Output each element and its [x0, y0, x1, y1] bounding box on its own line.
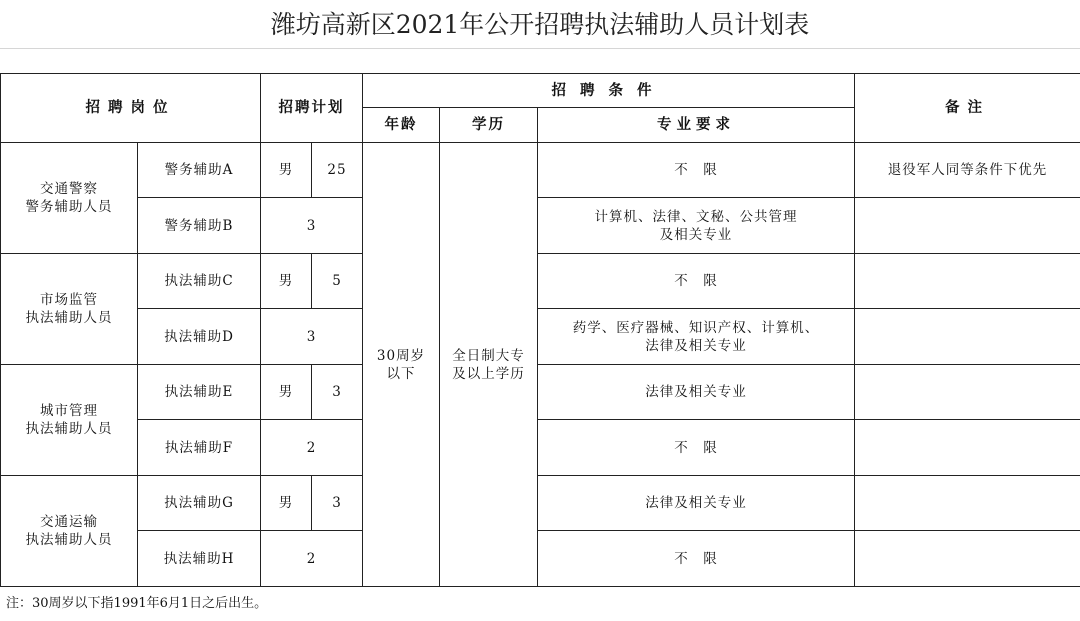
major-requirement: 不 限: [538, 254, 855, 309]
remark-cell: [855, 198, 1080, 254]
count-cell: 2: [261, 531, 363, 587]
header-major: 专业要求: [538, 108, 855, 143]
remark-cell: [855, 420, 1080, 476]
header-row-1: [1, 74, 1080, 108]
header-age: 年龄: [363, 108, 440, 143]
table-row: [1, 143, 1080, 198]
header-education: 学历: [440, 108, 538, 143]
count-cell: 3: [261, 309, 363, 365]
count-cell: 25: [312, 143, 363, 198]
post-name: 执法辅助H: [138, 531, 261, 587]
major-requirement: 法律及相关专业: [538, 365, 855, 420]
count-cell: 2: [261, 420, 363, 476]
post-name: 执法辅助F: [138, 420, 261, 476]
major-requirement: 法律及相关专业: [538, 476, 855, 531]
major-requirement: 药学、医疗器械、知识产权、计算机、 法律及相关专业: [538, 309, 855, 365]
spacer-row: [0, 48, 1080, 74]
remark-cell: [855, 365, 1080, 420]
post-name: 执法辅助E: [138, 365, 261, 420]
remark-cell: [855, 254, 1080, 309]
remark-cell: [855, 309, 1080, 365]
major-requirement: 不 限: [538, 420, 855, 476]
major-requirement: 不 限: [538, 143, 855, 198]
count-cell: 5: [312, 254, 363, 309]
table-row: [1, 365, 1080, 420]
remark-cell: [855, 531, 1080, 587]
age-requirement: 30周岁 以下: [363, 143, 440, 587]
table-row: [1, 198, 1080, 254]
recruitment-plan-table: [0, 73, 1080, 587]
header-remarks: 备注: [855, 74, 1080, 143]
gender-cell: 男: [261, 254, 312, 309]
group-name: 交通警察 警务辅助人员: [1, 143, 138, 254]
group-name: 城市管理 执法辅助人员: [1, 365, 138, 476]
table-row: [1, 531, 1080, 587]
header-plan: 招聘计划: [261, 74, 363, 143]
group-name: 交通运输 执法辅助人员: [1, 476, 138, 587]
table-row: [1, 476, 1080, 531]
gender-cell: 男: [261, 365, 312, 420]
post-name: 执法辅助C: [138, 254, 261, 309]
post-name: 警务辅助B: [138, 198, 261, 254]
header-position: 招聘岗位: [1, 74, 261, 143]
count-cell: 3: [312, 365, 363, 420]
major-requirement: 计算机、法律、文秘、公共管理 及相关专业: [538, 198, 855, 254]
group-name: 市场监管 执法辅助人员: [1, 254, 138, 365]
count-cell: 3: [312, 476, 363, 531]
remark-cell: [855, 476, 1080, 531]
page-title: 潍坊高新区2021年公开招聘执法辅助人员计划表: [0, 0, 1080, 49]
table-row: [1, 309, 1080, 365]
major-requirement: 不 限: [538, 531, 855, 587]
count-cell: 3: [261, 198, 363, 254]
gender-cell: 男: [261, 476, 312, 531]
remark-cell: 退役军人同等条件下优先: [855, 143, 1080, 198]
gender-cell: 男: [261, 143, 312, 198]
table-row: [1, 420, 1080, 476]
post-name: 执法辅助D: [138, 309, 261, 365]
post-name: 执法辅助G: [138, 476, 261, 531]
education-requirement: 全日制大专 及以上学历: [440, 143, 538, 587]
header-conditions: 招聘条件: [363, 74, 855, 108]
post-name: 警务辅助A: [138, 143, 261, 198]
table-row: [1, 254, 1080, 309]
footnote: 注：30周岁以下指1991年6月1日之后出生。: [6, 596, 268, 611]
